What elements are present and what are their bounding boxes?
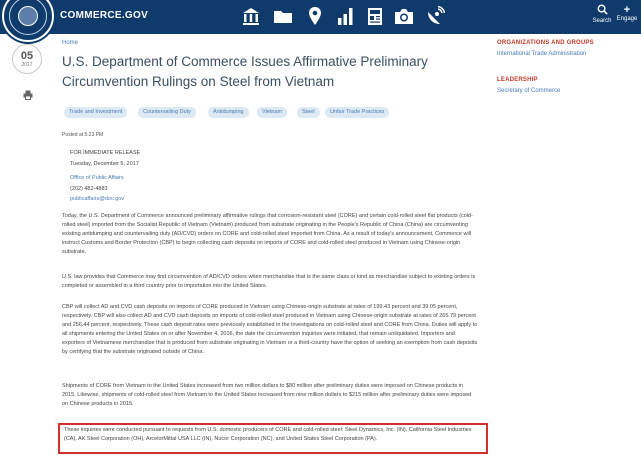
folder-icon[interactable] bbox=[273, 6, 293, 26]
satellite-dish-icon[interactable] bbox=[425, 6, 445, 26]
department-seal-logo[interactable] bbox=[2, 0, 54, 42]
body-paragraph-5: These inquiries were conducted pursuant to requests from U.S. domestic producers of CORE and cold-rolled steel: Steel Dynamics, Inc. (IN), California Steel Industries (CA), AK Steel Corporation (OH), ArcelorMittal USA LLC (IN), Nucor Corporation (NC), and United States Steel Corporation (PA). bbox=[64, 427, 472, 442]
sidebar-link-ita[interactable]: International Trade Administration bbox=[497, 51, 587, 57]
bar-chart-icon[interactable] bbox=[336, 6, 356, 26]
body-paragraph-1: Today, the U.S. Department of Commerce announced preliminary affirmative rulings that corrosion-resistant steel (CORE) and certain cold-rolled steel flat products (cold-rolled steel) imported from the Socialist Republic of Vietnam (Vietnam) produced from substrate originating in the People's Republic of China (China) are circumventing existing antidumping and countervailing duty (AD/CVD) orders on CORE and cold-rolled steel imported from China. As a result of today's announcement, Commerce will instruct Customs and Border Protection (CBP) to begin collecting cash deposits on imports of CORE and cold-rolled steel produced in Vietnam using Chinese-origin substrate. bbox=[62, 213, 473, 255]
tag-countervailing-duty[interactable]: Countervailing Duty bbox=[138, 107, 196, 118]
search-label: Search bbox=[592, 18, 612, 24]
release-label: FOR IMMEDIATE RELEASE bbox=[70, 150, 141, 156]
print-icon[interactable] bbox=[23, 87, 33, 97]
tag-vietnam[interactable]: Vietnam bbox=[257, 107, 287, 118]
date-day: 05 bbox=[20, 50, 34, 62]
date-year: 2017 bbox=[21, 62, 33, 68]
tag-steel[interactable]: Steel bbox=[297, 107, 320, 118]
top-navigation-bar bbox=[0, 0, 641, 34]
press-release-contact bbox=[70, 148, 140, 205]
body-paragraph-4: Shipments of CORE from Vietnam to the United States increased from two million dollars to $80 million after preliminary duties were imposed on Chinese products in 2015. Likewise, shipments of cold-rolled steel from Vietnam to the United States increased from nine million dollars to $215 million after preliminary duties were imposed on Chinese products in 2015. bbox=[62, 383, 472, 407]
body-paragraph-2: U.S. law provides that Commerce may find circumvention of AD/CVD orders when merchandise that is the same class or kind as merchandise subject to existing orders is completed or assembled in a third country prior to importation into the United States. bbox=[62, 274, 476, 289]
breadcrumb-home[interactable]: Home bbox=[62, 40, 79, 46]
contact-phone: (202) 482-4883 bbox=[70, 185, 108, 192]
public-affairs-link[interactable]: Office of Public Affairs bbox=[70, 175, 124, 181]
posted-time: Posted at 5:23 PM bbox=[62, 132, 104, 138]
tag-antidumping[interactable]: Antidumping bbox=[208, 107, 249, 118]
date-badge bbox=[12, 44, 42, 74]
tag-unfair-trade-practices[interactable]: Unfair Trade Practices bbox=[325, 107, 389, 118]
location-pin-icon[interactable] bbox=[305, 6, 325, 26]
contact-email-link[interactable]: publicaffairs@doc.gov bbox=[70, 196, 125, 202]
camera-icon[interactable] bbox=[394, 6, 414, 26]
search-icon bbox=[592, 4, 612, 18]
sidebar-link-secretary[interactable]: Secretary of Commerce bbox=[497, 88, 561, 94]
bank-icon[interactable] bbox=[241, 6, 261, 26]
sidebar-heading-leadership: LEADERSHIP bbox=[497, 77, 538, 83]
tag-trade-and-investment[interactable]: Trade and Investment bbox=[64, 107, 127, 118]
plus-icon: + bbox=[623, 4, 631, 16]
search-button[interactable] bbox=[592, 4, 612, 24]
site-brand[interactable]: COMMERCE.GOV bbox=[60, 10, 149, 21]
release-date: Tuesday, December 5, 2017 bbox=[70, 160, 139, 167]
newspaper-icon[interactable] bbox=[365, 6, 385, 26]
sidebar-heading-organizations: ORGANIZATIONS AND GROUPS bbox=[497, 40, 594, 46]
engage-label: Engage bbox=[616, 16, 638, 22]
page-title: U.S. Department of Commerce Issues Affirmative Preliminary Circumvention Rulings on Steel from Vietnam bbox=[62, 54, 428, 89]
body-paragraph-3: CBP will collect AD and CVD cash deposits on imports of CORE produced in Vietnam using Chinese-origin substrate at rates of 199.43 percent and 39.05 percent, respectively. CBP will also collect AD and CVD cash deposits on imports of cold-rolled steel produced in Vietnam using Chinese-origin substrate at rates of 265.79 percent and 256.44 percent, respectively. These cash deposit rates were previously established in the investigations on cold-rolled steel and CORE from China. Duties will apply to all shipments entering the United States on or after November 4, 2016, the date the circumvention inquiries were initiated, that remain unliquidated. Importers and exporters of Vietnamese merchandise that is produced from substrate originating in Vietnam or a third-country have the option of seeking an exemption from cash deposits by certifying that the substrate originated outside of China. bbox=[62, 304, 478, 355]
engage-button[interactable] bbox=[616, 4, 638, 22]
